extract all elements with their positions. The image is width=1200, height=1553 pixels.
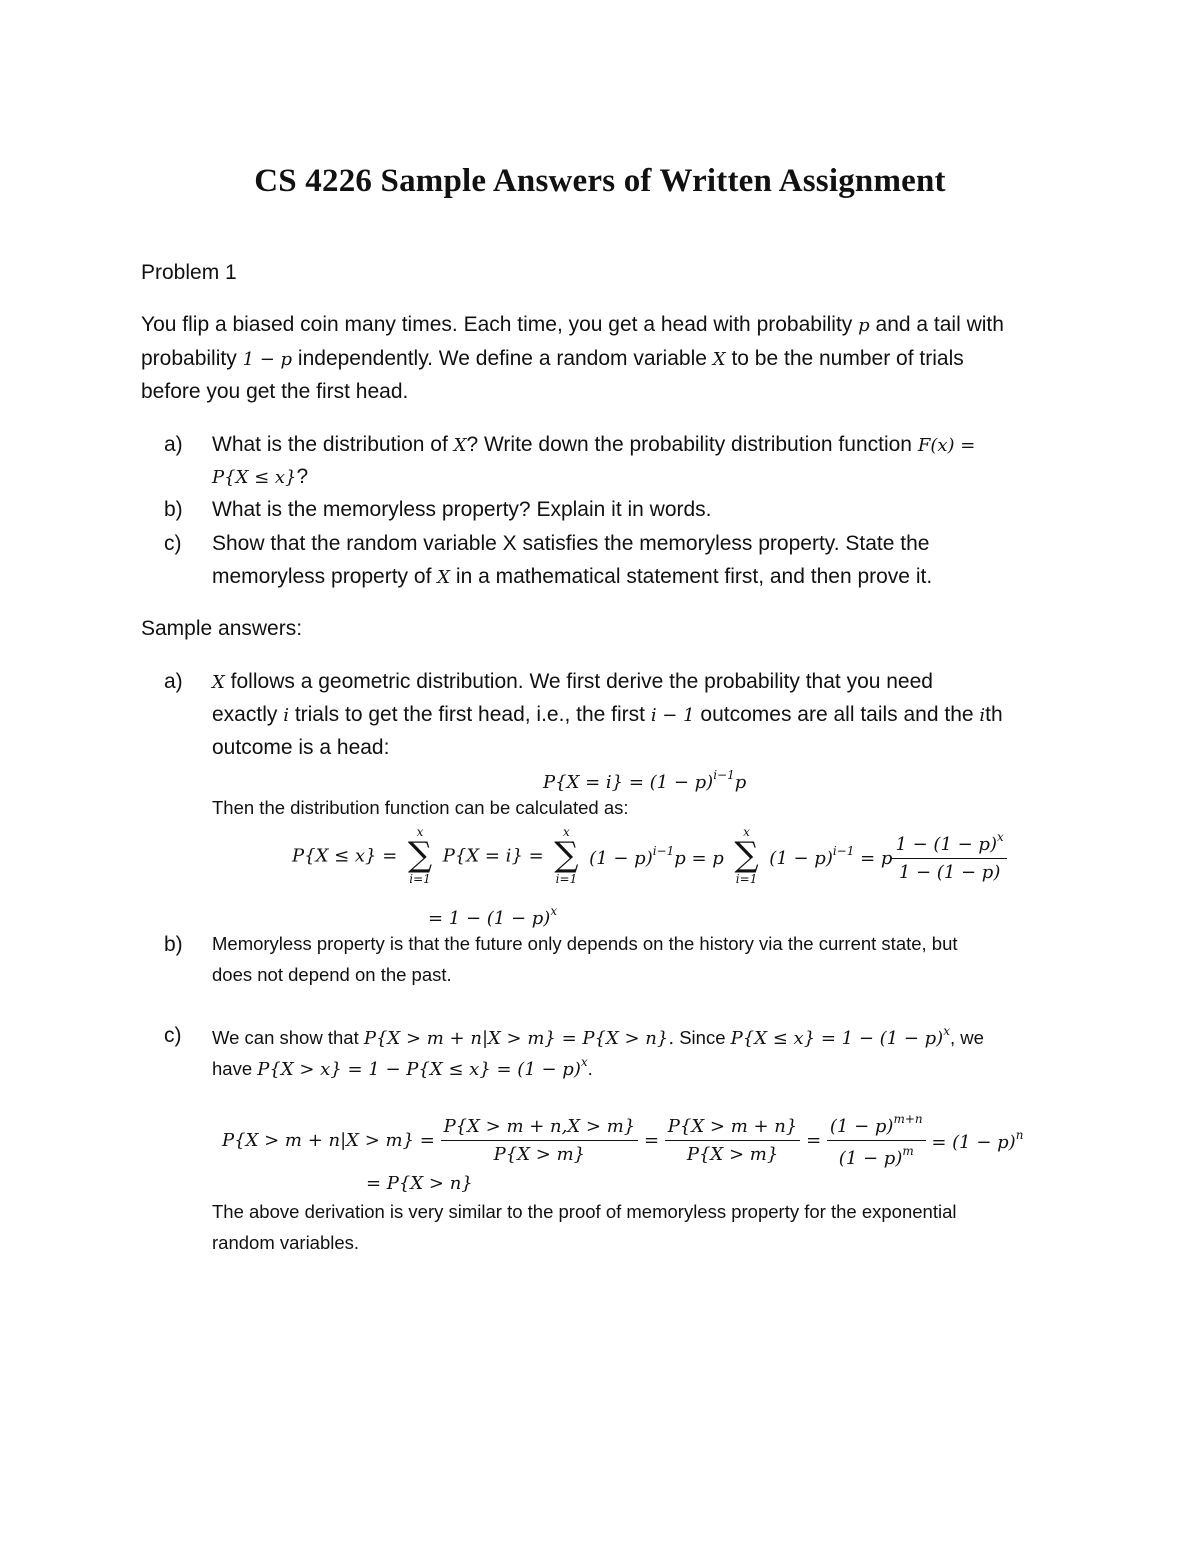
statement-line-3: before you get the first head. — [141, 380, 409, 403]
question-a-line-2: P{X ≤ x}? — [212, 465, 309, 488]
question-c-label: c) — [164, 532, 182, 555]
answer-a-line-3: outcome is a head: — [212, 736, 390, 759]
answer-b-line-2: does not depend on the past. — [212, 964, 452, 985]
fraction: $\frac{(1 - p)^{m+n}}{(1 - p)^m}$ — [827, 1112, 926, 1169]
answer-a-line-1: X follows a geometric distribution. We first derive the probability that you need — [212, 670, 933, 693]
question-c-line-1: Show that the random variable X satisfies the memoryless property. State the — [212, 532, 930, 555]
equation-memoryless-proof: P{X > m + n|X > m} = $\frac{P\{X > m + n,X > m\}}{P\{X > m\}}$ = $\frac{P\{X > m + n\}}{P\{X > m\}}$ = $\frac{(1 - p)^{m+n}}{(1 - p)^m}$ = $(1 - p)^n$ — [222, 1112, 1024, 1169]
equation-cdf: P{X ≤ x} = x ∑ i=1 P{X = i} = x ∑ i=1 $(1 - p)^{i-1}p = p$ x ∑ i=1 $(1 - p)^{i-1} = p$ $\frac{1 - (1 - p)^x}{1 - (1 - p)}$ — [292, 826, 1007, 886]
statement-line-1: You flip a biased coin many times. Each time, you get a head with probability p and a tail with — [141, 313, 1004, 336]
statement-line-2: probability 1 − p independently. We define a random variable X to be the number of trials — [141, 347, 964, 370]
equation-cdf-result: = $1 - (1 - p)^x$ — [428, 904, 558, 929]
answers-heading: Sample answers: — [141, 617, 303, 640]
summation-symbol: x ∑ i=1 — [554, 825, 579, 886]
question-b-line-1: What is the memoryless property? Explain it in words. — [212, 498, 712, 521]
fraction: $\frac{1 - (1 - p)^x}{1 - (1 - p)}$ — [892, 830, 1006, 883]
answer-c-label: c) — [164, 1024, 182, 1047]
equation-memoryless-result: = P{X > n} — [366, 1173, 473, 1194]
fraction: $\frac{P\{X > m + n\}}{P\{X > m\}}$ — [665, 1116, 801, 1165]
document-title: CS 4226 Sample Answers of Written Assignment — [254, 163, 946, 199]
answer-a-line-4: Then the distribution function can be calculated as: — [212, 797, 629, 818]
question-c-line-2: memoryless property of X in a mathematical statement first, and then prove it. — [212, 565, 933, 588]
fraction: $\frac{P\{X > m + n,X > m\}}{P\{X > m\}}$ — [441, 1116, 639, 1165]
answer-c-line-1: We can show that P{X > m + n|X > m} = P{X > n}. Since $P\{X \le x\} = 1 - (1 - p)^x$, we — [212, 1024, 984, 1049]
question-a-line-1: What is the distribution of X? Write down the probability distribution function F(x) = — [212, 433, 976, 456]
answer-c-line-2: have $P\{X > x\} = 1 - P\{X \le x\} = (1 - p)^x$. — [212, 1055, 593, 1080]
answer-b-line-1: Memoryless property is that the future only depends on the history via the current state, but — [212, 933, 958, 954]
summation-symbol: x ∑ i=1 — [734, 825, 759, 886]
answer-a-label: a) — [164, 670, 183, 693]
answer-b-label: b) — [164, 933, 183, 956]
answer-c-line-3: The above derivation is very similar to the proof of memoryless property for the exponential — [212, 1201, 957, 1222]
question-a-label: a) — [164, 433, 183, 456]
answer-a-line-2: exactly i trials to get the first head, i.e., the first i − 1 outcomes are all tails and the ith — [212, 703, 1003, 726]
equation-pmf: $P\{X = i\} = (1 - p)^{i-1}p$ — [543, 768, 747, 793]
question-b-label: b) — [164, 498, 183, 521]
problem-heading: Problem 1 — [141, 261, 237, 284]
answer-c-line-4: random variables. — [212, 1232, 360, 1253]
summation-symbol: x ∑ i=1 — [407, 825, 433, 886]
